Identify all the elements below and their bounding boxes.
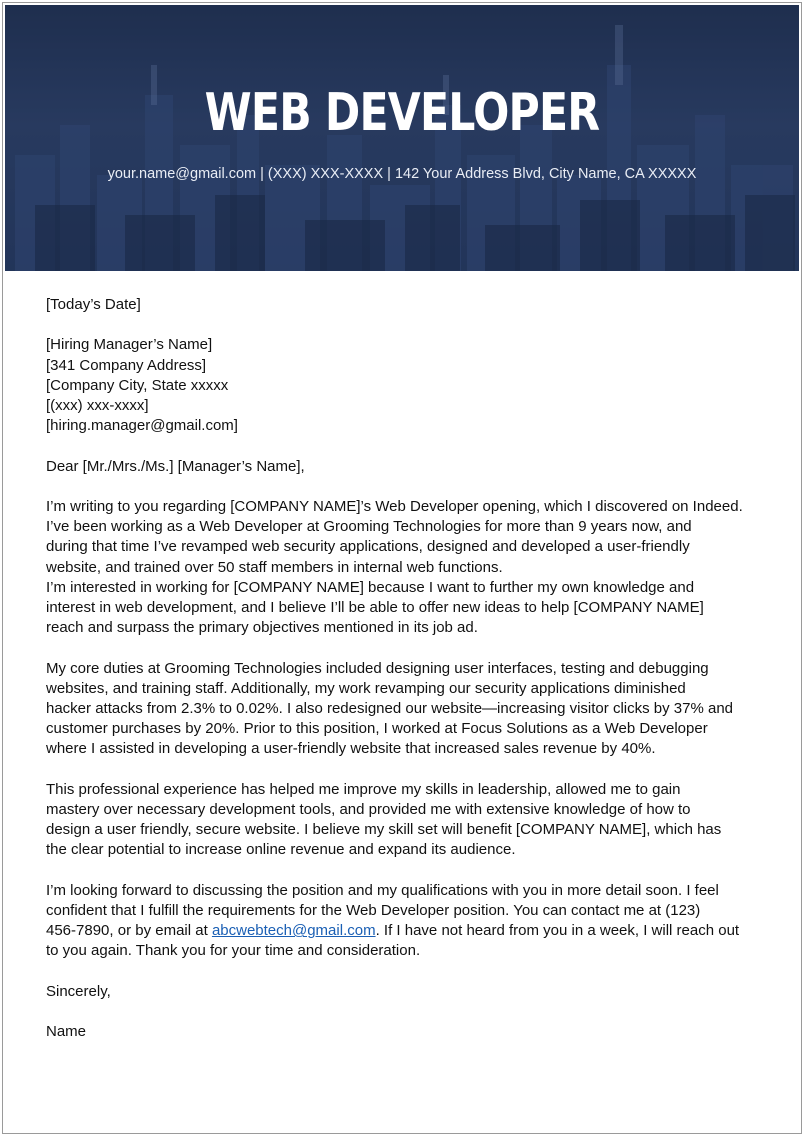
letter-body <box>46 295 776 1063</box>
paragraph-line: This professional experience has helped me improve my skills in leadership, allowed me to gain <box>46 780 681 798</box>
recipient-email: [hiring.manager@gmail.com] <box>46 417 238 435</box>
paragraph-line: customer purchases by 20%. Prior to this position, I worked at Focus Solutions as a Web Developer <box>46 720 708 738</box>
paragraph-line: mastery over necessary development tools, and provided me with extensive knowledge of how to <box>46 801 691 818</box>
paragraph-line: I’ve been working as a Web Developer at Grooming Technologies for more than 9 years now, and <box>46 518 692 536</box>
paragraph-line: design a user friendly, secure website. I believe my skill set will benefit [COMPANY NAME], which has <box>46 821 722 839</box>
signature-name: Name <box>46 1023 87 1041</box>
paragraph-line: interest in web development, and I believe I’ll be able to offer new ideas to help [COMPANY NAME] <box>46 599 704 616</box>
closing: Sincerely, <box>46 982 111 1000</box>
salutation: Dear [Mr./Mrs./Ms.] [Manager’s Name], <box>46 457 305 475</box>
line-text: . If I have not heard from you in a week, I will reach out <box>375 922 740 940</box>
paragraph-2 <box>46 659 776 760</box>
contact-info: your.name@gmail.com | (XXX) XXX-XXXX | 142 Your Address Blvd, City Name, CA XXXXX <box>107 166 697 182</box>
recipient-address: [341 Company Address] <box>46 356 207 374</box>
page-title: WEB DEVELOPER <box>204 83 600 143</box>
recipient-name: [Hiring Manager’s Name] <box>46 336 213 354</box>
paragraph-line: hacker attacks from 2.3% to 0.02%. I also redesigned our website—increasing visitor clicks by 37% and <box>46 700 733 717</box>
paragraph-3 <box>46 780 776 861</box>
paragraph-4 <box>46 881 776 962</box>
paragraph-line: My core duties at Grooming Technologies included designing user interfaces, testing and debugging <box>46 659 709 677</box>
cover-letter-page <box>2 2 802 1134</box>
paragraph-line <box>46 921 776 941</box>
header-banner <box>5 5 799 271</box>
paragraph-line: I’m writing to you regarding [COMPANY NAME]’s Web Developer opening, which I discovered on Indeed. <box>46 497 743 515</box>
paragraph-line: during that time I’ve revamped web security applications, designed and developed a user-friendly <box>46 538 690 556</box>
paragraph-line: I’m looking forward to discussing the position and my qualifications with you in more detail soon. I feel <box>46 881 719 899</box>
paragraph-line: where I assisted in developing a user-friendly website that increased sales revenue by 40%. <box>46 740 656 758</box>
line-text: 456-7890, or by email at <box>46 922 212 940</box>
paragraph-line: to you again. Thank you for your time and consideration. <box>46 942 421 960</box>
letter-date: [Today’s Date] <box>46 296 141 313</box>
paragraph-line: reach and surpass the primary objectives mentioned in its job ad. <box>46 619 478 637</box>
email-link[interactable]: abcwebtech@gmail.com <box>211 922 376 940</box>
recipient-city: [Company City, State xxxxx <box>46 376 229 394</box>
paragraph-line: website, and trained over 50 staff members in internal web functions. <box>46 558 503 576</box>
paragraph-1 <box>46 497 776 638</box>
recipient-phone: [(xxx) xxx-xxxx] <box>46 397 149 414</box>
paragraph-line: I’m interested in working for [COMPANY NAME] because I want to further my own knowledge and <box>46 578 695 596</box>
paragraph-line: the clear potential to increase online revenue and expand its audience. <box>46 841 516 859</box>
paragraph-line: websites, and training staff. Additionally, my work revamping our security applications diminished <box>46 679 686 697</box>
paragraph-line: confident that I fulfill the requirements for the Web Developer position. You can contact me at (123) <box>46 902 701 919</box>
recipient-block <box>46 335 776 436</box>
